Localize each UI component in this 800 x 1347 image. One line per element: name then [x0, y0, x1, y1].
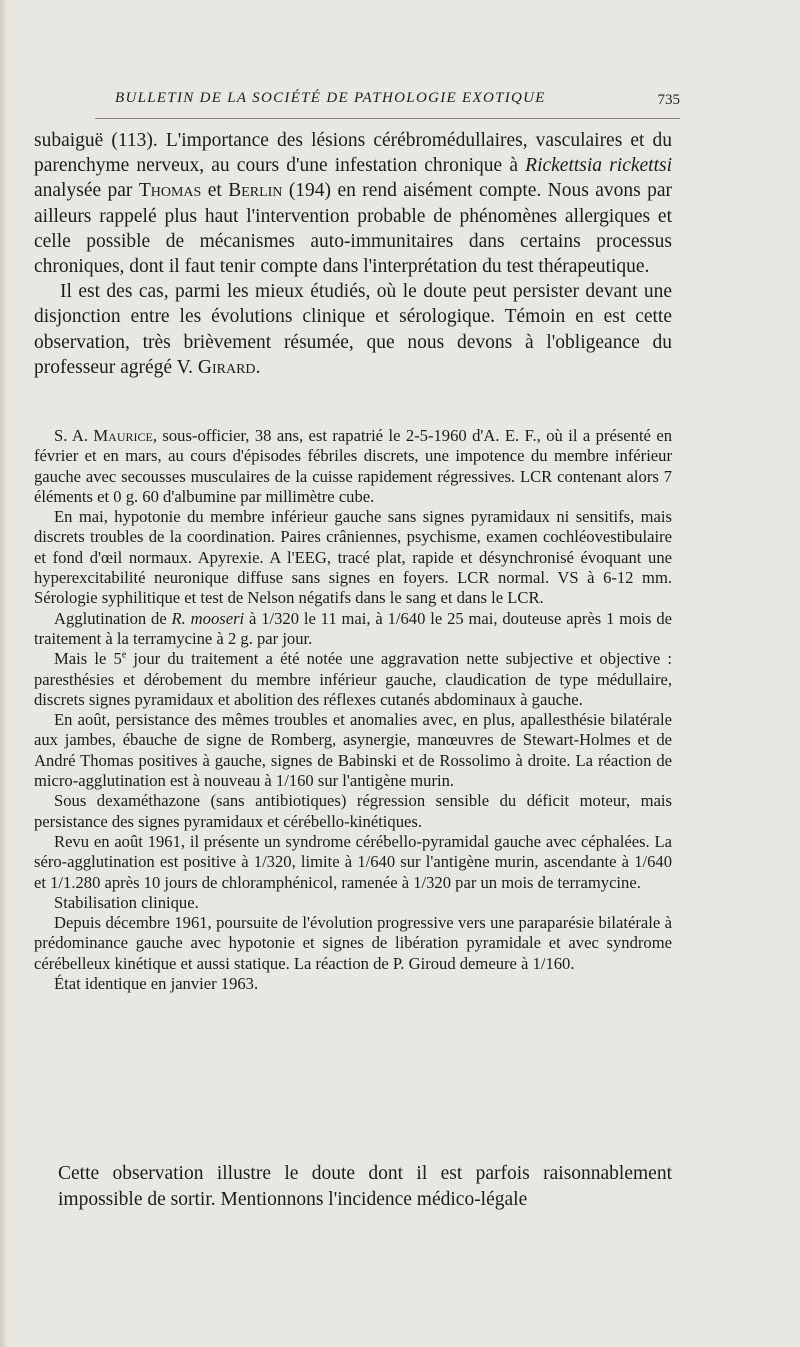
- text-run: Agglutination de: [54, 608, 172, 628]
- case-paragraph: [34, 609, 672, 650]
- closing-paragraph: Cette observation illustre le doute dont il est parfois raisonnablement impossible de sortir. Mentionnons l'incidence médico-légale: [58, 1163, 672, 1210]
- patient-name: Maurice: [93, 426, 153, 445]
- case-report: [34, 426, 672, 994]
- case-paragraph: Stabilisation clinique.: [54, 892, 199, 912]
- closing-text: [58, 1161, 672, 1212]
- case-paragraph: Depuis décembre 1961, poursuite de l'évolution progressive vers une paraparésie bilatérale à prédominance gauche avec hypotonie et signes de libération pyramidale et avec syndrome cérébelleux kinétique et aussi statique. La réaction de P. Giroud demeure à 1/160.: [34, 913, 672, 973]
- text-run: Il est des cas, parmi les mieux étudiés, où le doute peut persister devant une disjonction entre les évolutions clinique et sérologique. Témoin en est cette observation, très brièvement résumée, que nous devons à l'obligeance du professeur agrégé V.: [34, 281, 672, 378]
- intro-paragraph: [34, 128, 672, 279]
- text-run: subaiguë (113). L'importance des lésions cérébromédullaires, vasculaires et du parenchyme nerveux, au cours d'une infestation chronique à: [34, 130, 672, 177]
- case-paragraph: État identique en janvier 1963.: [54, 974, 259, 994]
- page-number: 735: [657, 92, 680, 108]
- case-paragraph: [34, 426, 672, 507]
- author-name: Berlin: [228, 180, 283, 202]
- text-run: .: [255, 356, 261, 378]
- case-paragraph: Sous dexaméthazone (sans antibiotiques) régression sensible du déficit moteur, mais persistance des signes pyramidaux et cérébello-kinétiques.: [34, 791, 672, 831]
- intro-paragraph: [34, 279, 672, 380]
- text-run: (194) en rend aisément compte. Nous avons par ailleurs rappelé plus haut l'intervention probable de phénomènes allergiques et celle possible de mécanismes auto-immunitaires dans certains processus chroniques, dont il faut tenir compte dans l'interprétation du test thérapeutique.: [34, 180, 673, 278]
- text-run: S. A.: [54, 426, 94, 445]
- text-run: et: [201, 180, 229, 202]
- species-name: Rickettsia rickettsi: [525, 155, 673, 177]
- species-name: R. mooseri: [171, 608, 245, 628]
- page-header: [95, 86, 680, 119]
- author-name: Girard: [197, 356, 256, 378]
- text-run: à 1/320 le 11 mai, à 1/640 le 25 mai, douteuse après 1 mois de traitement à la terramycine à 2 g. par jour.: [34, 608, 673, 648]
- case-paragraph: En août, persistance des mêmes troubles et anomalies avec, en plus, apallesthésie bilatérale aux jambes, ébauche de signe de Romberg, asynergie, manœuvres de Stewart-Holmes et de André Thomas positives à gauche, signes de Babinski et de Rossolimo à droite. La réaction de micro-agglutination est à nouveau à 1/160 sur l'antigène murin.: [34, 710, 672, 791]
- case-paragraph: Revu en août 1961, il présente un syndrome cérébello-pyramidal gauche avec céphalées. La séro-agglutination est positive à 1/320, limite à 1/640 sur l'antigène murin, ascendante à 1/640 et 1/1.280 après 10 jours de chloramphénicol, ramenée à 1/320 par un mois de terramycine.: [34, 831, 672, 892]
- page-binding-edge: [0, 0, 8, 1347]
- text-run: analysée par: [34, 180, 139, 202]
- text-run: , sous-officier, 38 ans, est rapatrié le 2-5-1960 d'A. E. F., où il a présenté en février et en mars, au cours d'épisodes fébriles discrets, une impotence du membre inférieur gauche avec secousses musculaires de la cuisse rapidement régressives. LCR contenant alors 7 éléments et 0 g. 60 d'albumine par millimètre cube.: [34, 426, 672, 506]
- case-paragraph: En mai, hypotonie du membre inférieur gauche sans signes pyramidaux ni sensitifs, mais discrets troubles de la coordination. Paires crâniennes, psychisme, examen cochléovestibulaire et fond d'œil normaux. Apyrexie. A l'EEG, tracé plat, rapide et désynchronisé évoquant une hyperexcitabilité neuronique diffuse sans signes en foyers. LCR normal. VS à 6-12 mm. Sérologie syphilitique et test de Nelson négatifs dans le sang et dans le LCR.: [34, 507, 672, 608]
- text-run: Mais le 5: [54, 649, 122, 669]
- superscript: e: [121, 649, 127, 661]
- intro-text: [34, 128, 672, 380]
- running-title: BULLETIN DE LA SOCIÉTÉ DE PATHOLOGIE EXOTIQUE: [115, 90, 546, 106]
- author-name: Thomas: [138, 180, 202, 202]
- case-paragraph: [34, 649, 672, 710]
- text-run: jour du traitement a été notée une aggravation nette subjective et objective : paresthésies et dérobement du membre inférieur gauche, claudication de type médullaire, discrets signes pyramidaux et abolition des réflexes cutanés abdominaux à gauche.: [34, 649, 672, 709]
